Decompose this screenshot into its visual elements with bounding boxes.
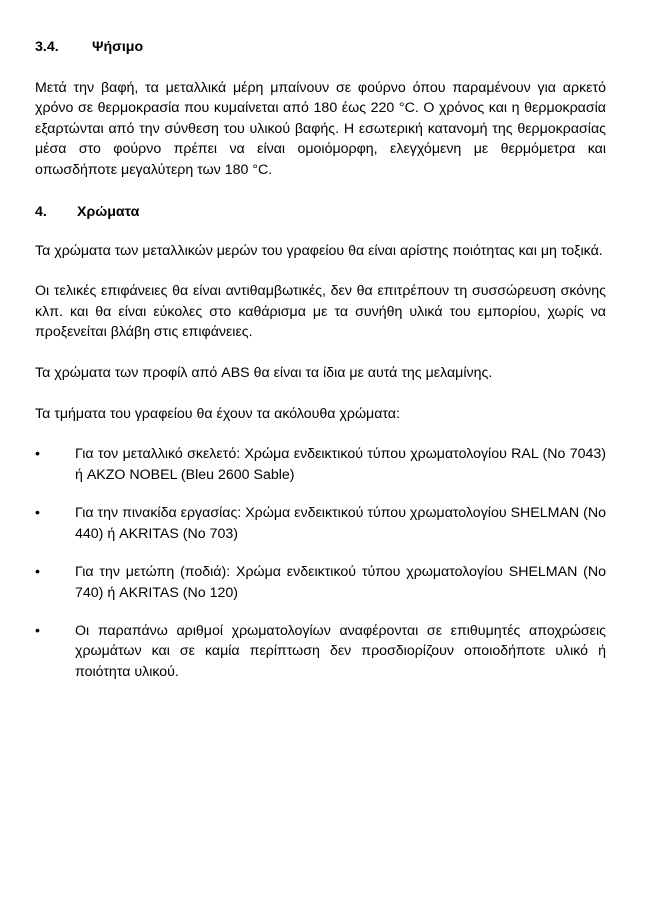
bullet-icon: • bbox=[35, 564, 40, 581]
list-item-text: Για τον μεταλλικό σκελετό: Χρώμα ενδεικτικού τύπου χρωματολογίου RAL (No 7043) ή AKZO NOBEL (Bleu 2600 Sable) bbox=[75, 446, 606, 483]
list-item bbox=[35, 562, 606, 603]
section-heading-3-4 bbox=[35, 37, 606, 57]
bullet-icon: • bbox=[35, 505, 40, 522]
paragraph-surfaces: Οι τελικές επιφάνειες θα είναι αντιθαμβωτικές, δεν θα επιτρέπουν τη συσσώρευση σκόνης κλπ. και θα είναι εύκολες στο καθάρισμα με τα συνήθη υλικά του εμπορίου, χωρίς να προξενείται βλάβη στις επιφάνειες. bbox=[35, 283, 606, 341]
section-3-4-paragraph: Μετά την βαφή, τα μεταλλικά μέρη μπαίνουν σε φούρνο όπου παραμένουν για αρκετό χρόνο σε θερμοκρασία που κυμαίνεται από 180 έως 220 °C. Ο χρόνος και η θερμοκρασία εξαρτώνται από την σύνθεση του υλικού βαφής. Η εσωτερική κατανομή της θερμοκρασίας μέσα στο φούρνο πρέπει να είναι ομοιόμορφη, ελεγχόμενη με θερμόμετρα και οπωσδήποτε μεγαλύτερη των 180 °C. bbox=[35, 80, 606, 178]
bullet-icon: • bbox=[35, 446, 40, 463]
list-item-text: Για την πινακίδα εργασίας: Χρώμα ενδεικτικού τύπου χρωματολογίου SHELMAN (No 440) ή AKRITAS (No 703) bbox=[75, 505, 606, 542]
section-title: Χρώματα bbox=[77, 204, 140, 221]
list-item bbox=[35, 621, 606, 682]
section-title: Ψήσιμο bbox=[92, 39, 144, 55]
list-item-text: Για την μετώπη (ποδιά): Χρώμα ενδεικτικού τύπου χρωματολογίου SHELMAN (No 740) ή AKRITAS (No 120) bbox=[75, 564, 606, 601]
list-item-text: Οι παραπάνω αριθμοί χρωματολογίων αναφέρονται σε επιθυμητές αποχρώσεις χρωμάτων και σε καμία περίπτωση δεν προσδιορίζουν οποιοδήποτε υλικό ή ποιότητα υλικού. bbox=[75, 622, 606, 680]
section-number: 4. bbox=[35, 204, 47, 221]
section-number: 3.4. bbox=[35, 39, 59, 55]
paragraph-colors-quality: Τα χρώματα των μεταλλικών μερών του γραφείου θα είναι αρίστης ποιότητας και μη τοξικά. bbox=[35, 243, 603, 260]
section-heading-4 bbox=[35, 202, 606, 222]
bullet-icon: • bbox=[35, 622, 40, 639]
list-item bbox=[35, 503, 606, 544]
paragraph-abs-profiles: Τα χρώματα των προφίλ από ABS θα είναι τα ίδια με αυτά της μελαμίνης. bbox=[35, 364, 493, 381]
paragraph-parts-colors-intro: Τα τμήματα του γραφείου θα έχουν τα ακόλουθα χρώματα: bbox=[35, 406, 400, 423]
list-item bbox=[35, 444, 606, 485]
color-bullet-list bbox=[35, 444, 606, 682]
